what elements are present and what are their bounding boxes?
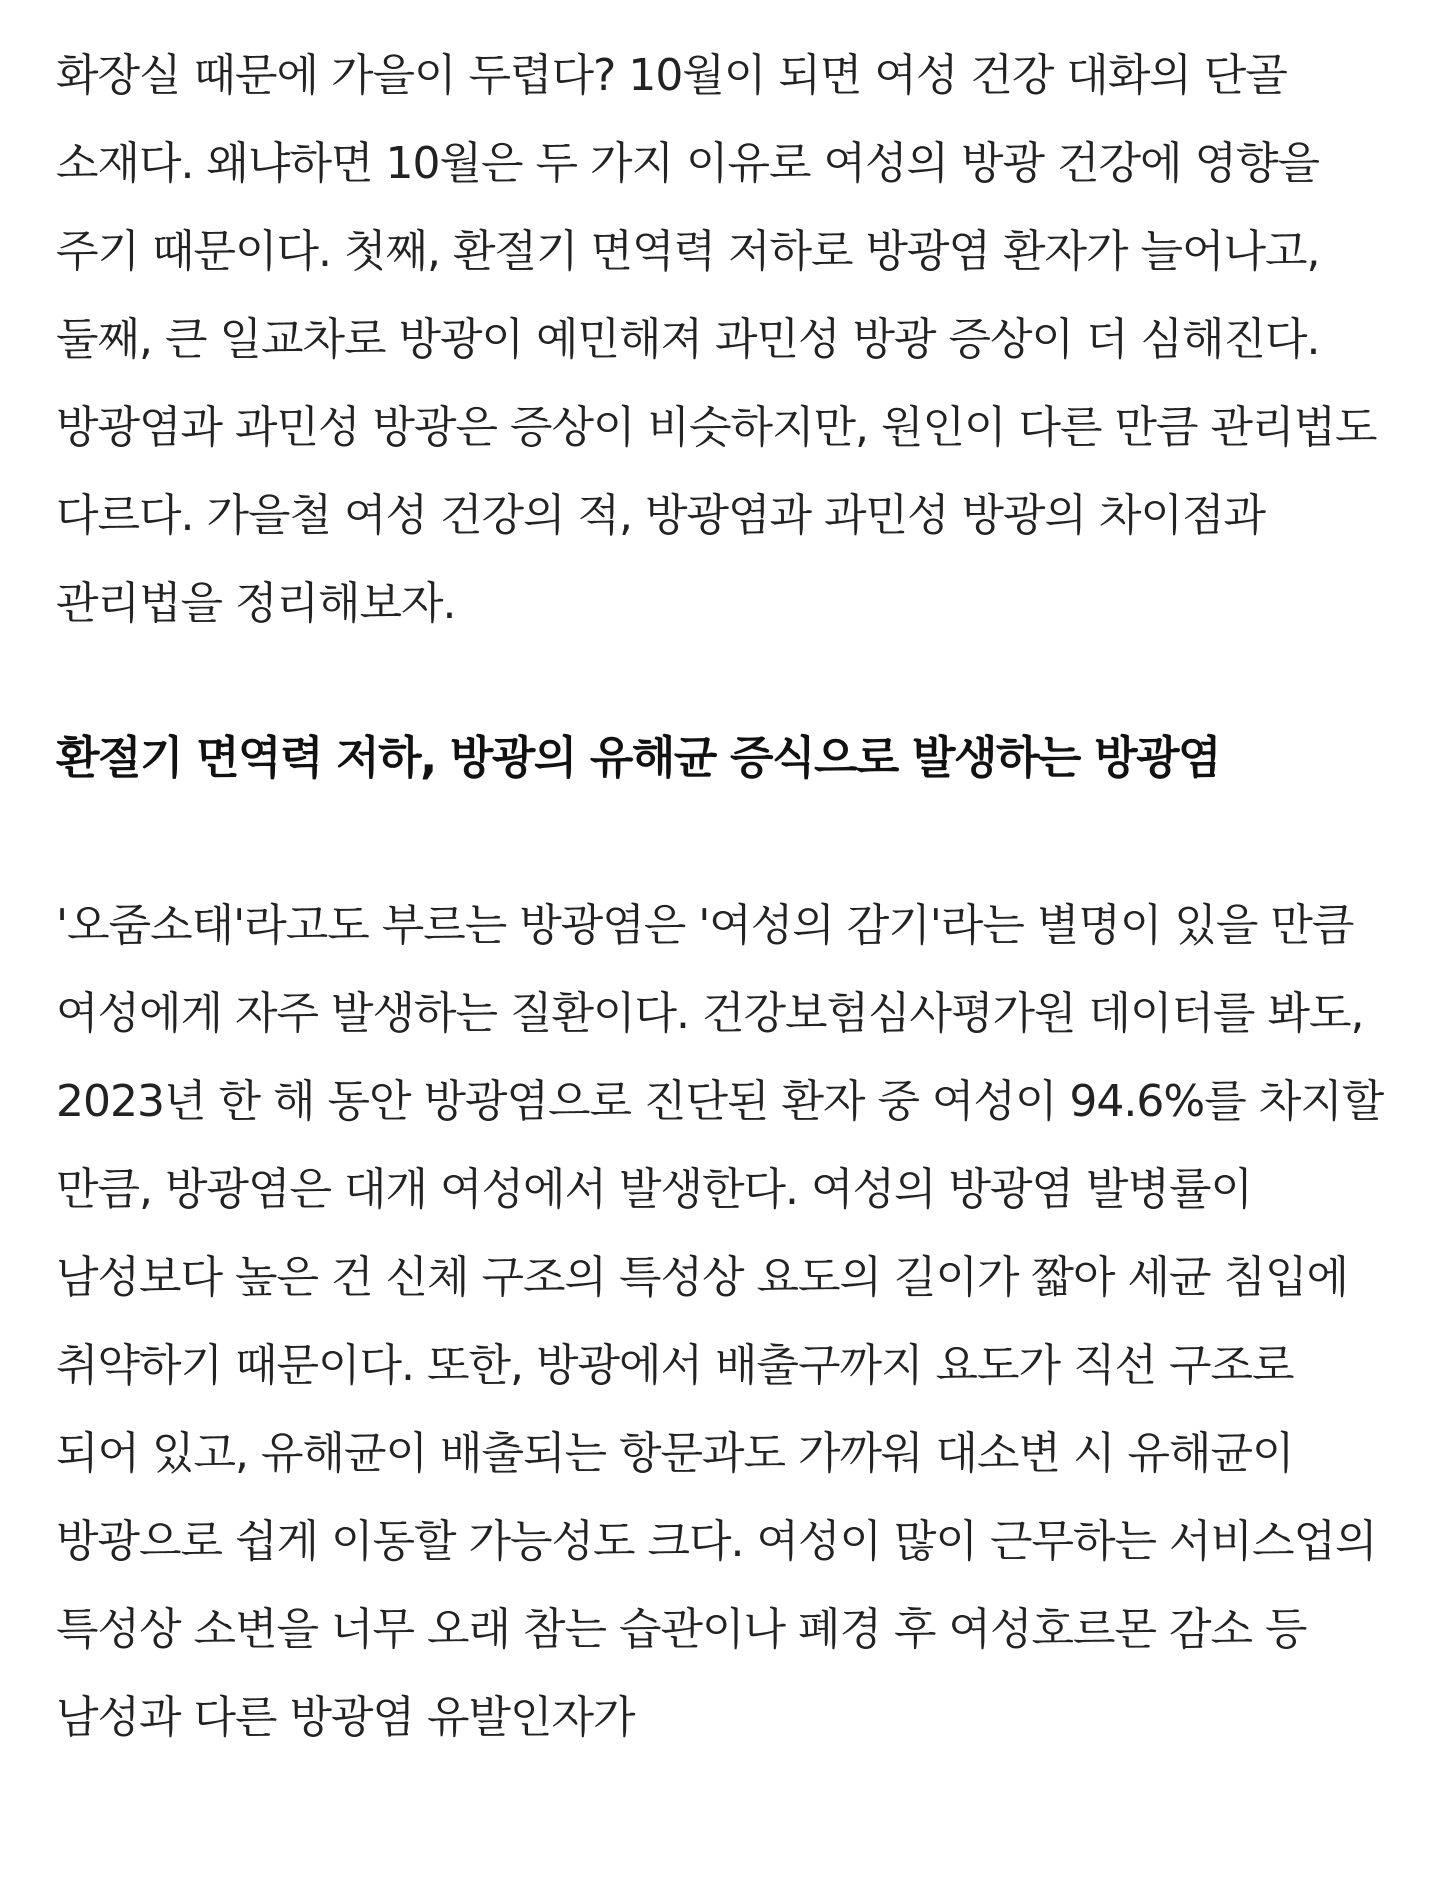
section-paragraph: '오줌소태'라고도 부르는 방광염은 '여성의 감기'라는 별명이 있을 만큼 여성에게 자주 발생하는 질환이다. 건강보험심사평가원 데이터를 봐도, 2023년 한 해 동안 방광염으로 진단된 환자 중 여성이 94.6%를 차지할 만큼, 방광염은 대개 여성에서 발생한다. 여성의 방광염 발병률이 남성보다 높은 건 신체 구조의 특성상 요도의 길이가 짧아 세균 침입에 취약하기 때문이다. 또한, 방광에서 배출구까지 요도가 직선 구조로 되어 있고, 유해균이 배출되는 항문과도 가까워 대소변 시 유해균이 방광으로 쉽게 이동할 가능성도 크다. 여성이 많이 근무하는 서비스업의 특성상 소변을 너무 오래 참는 습관이나 폐경 후 여성호르몬 감소 등 남성과 다른 방광염 유발인자가 (56, 900, 1384, 1743)
section-heading: 환절기 면역력 저하, 방광의 유해균 증식으로 발생하는 방광염 (56, 731, 1221, 784)
intro-paragraph: 화장실 때문에 가을이 두렵다? 10월이 되면 여성 건강 대화의 단골 소재다. 왜냐하면 10월은 두 가지 이유로 여성의 방광 건강에 영향을 주기 때문이다. 첫째, 환절기 면역력 저하로 방광염 환자가 늘어나고, 둘째, 큰 일교차로 방광이 예민해져 과민성 방광 증상이 더 심해진다. 방광염과 과민성 방광은 증상이 비슷하지만, 원인이 다른 만큼 관리법도 다르다. 가을철 여성 건강의 적, 방광염과 과민성 방광의 차이점과 관리법을 정리해보자. (56, 50, 1377, 629)
